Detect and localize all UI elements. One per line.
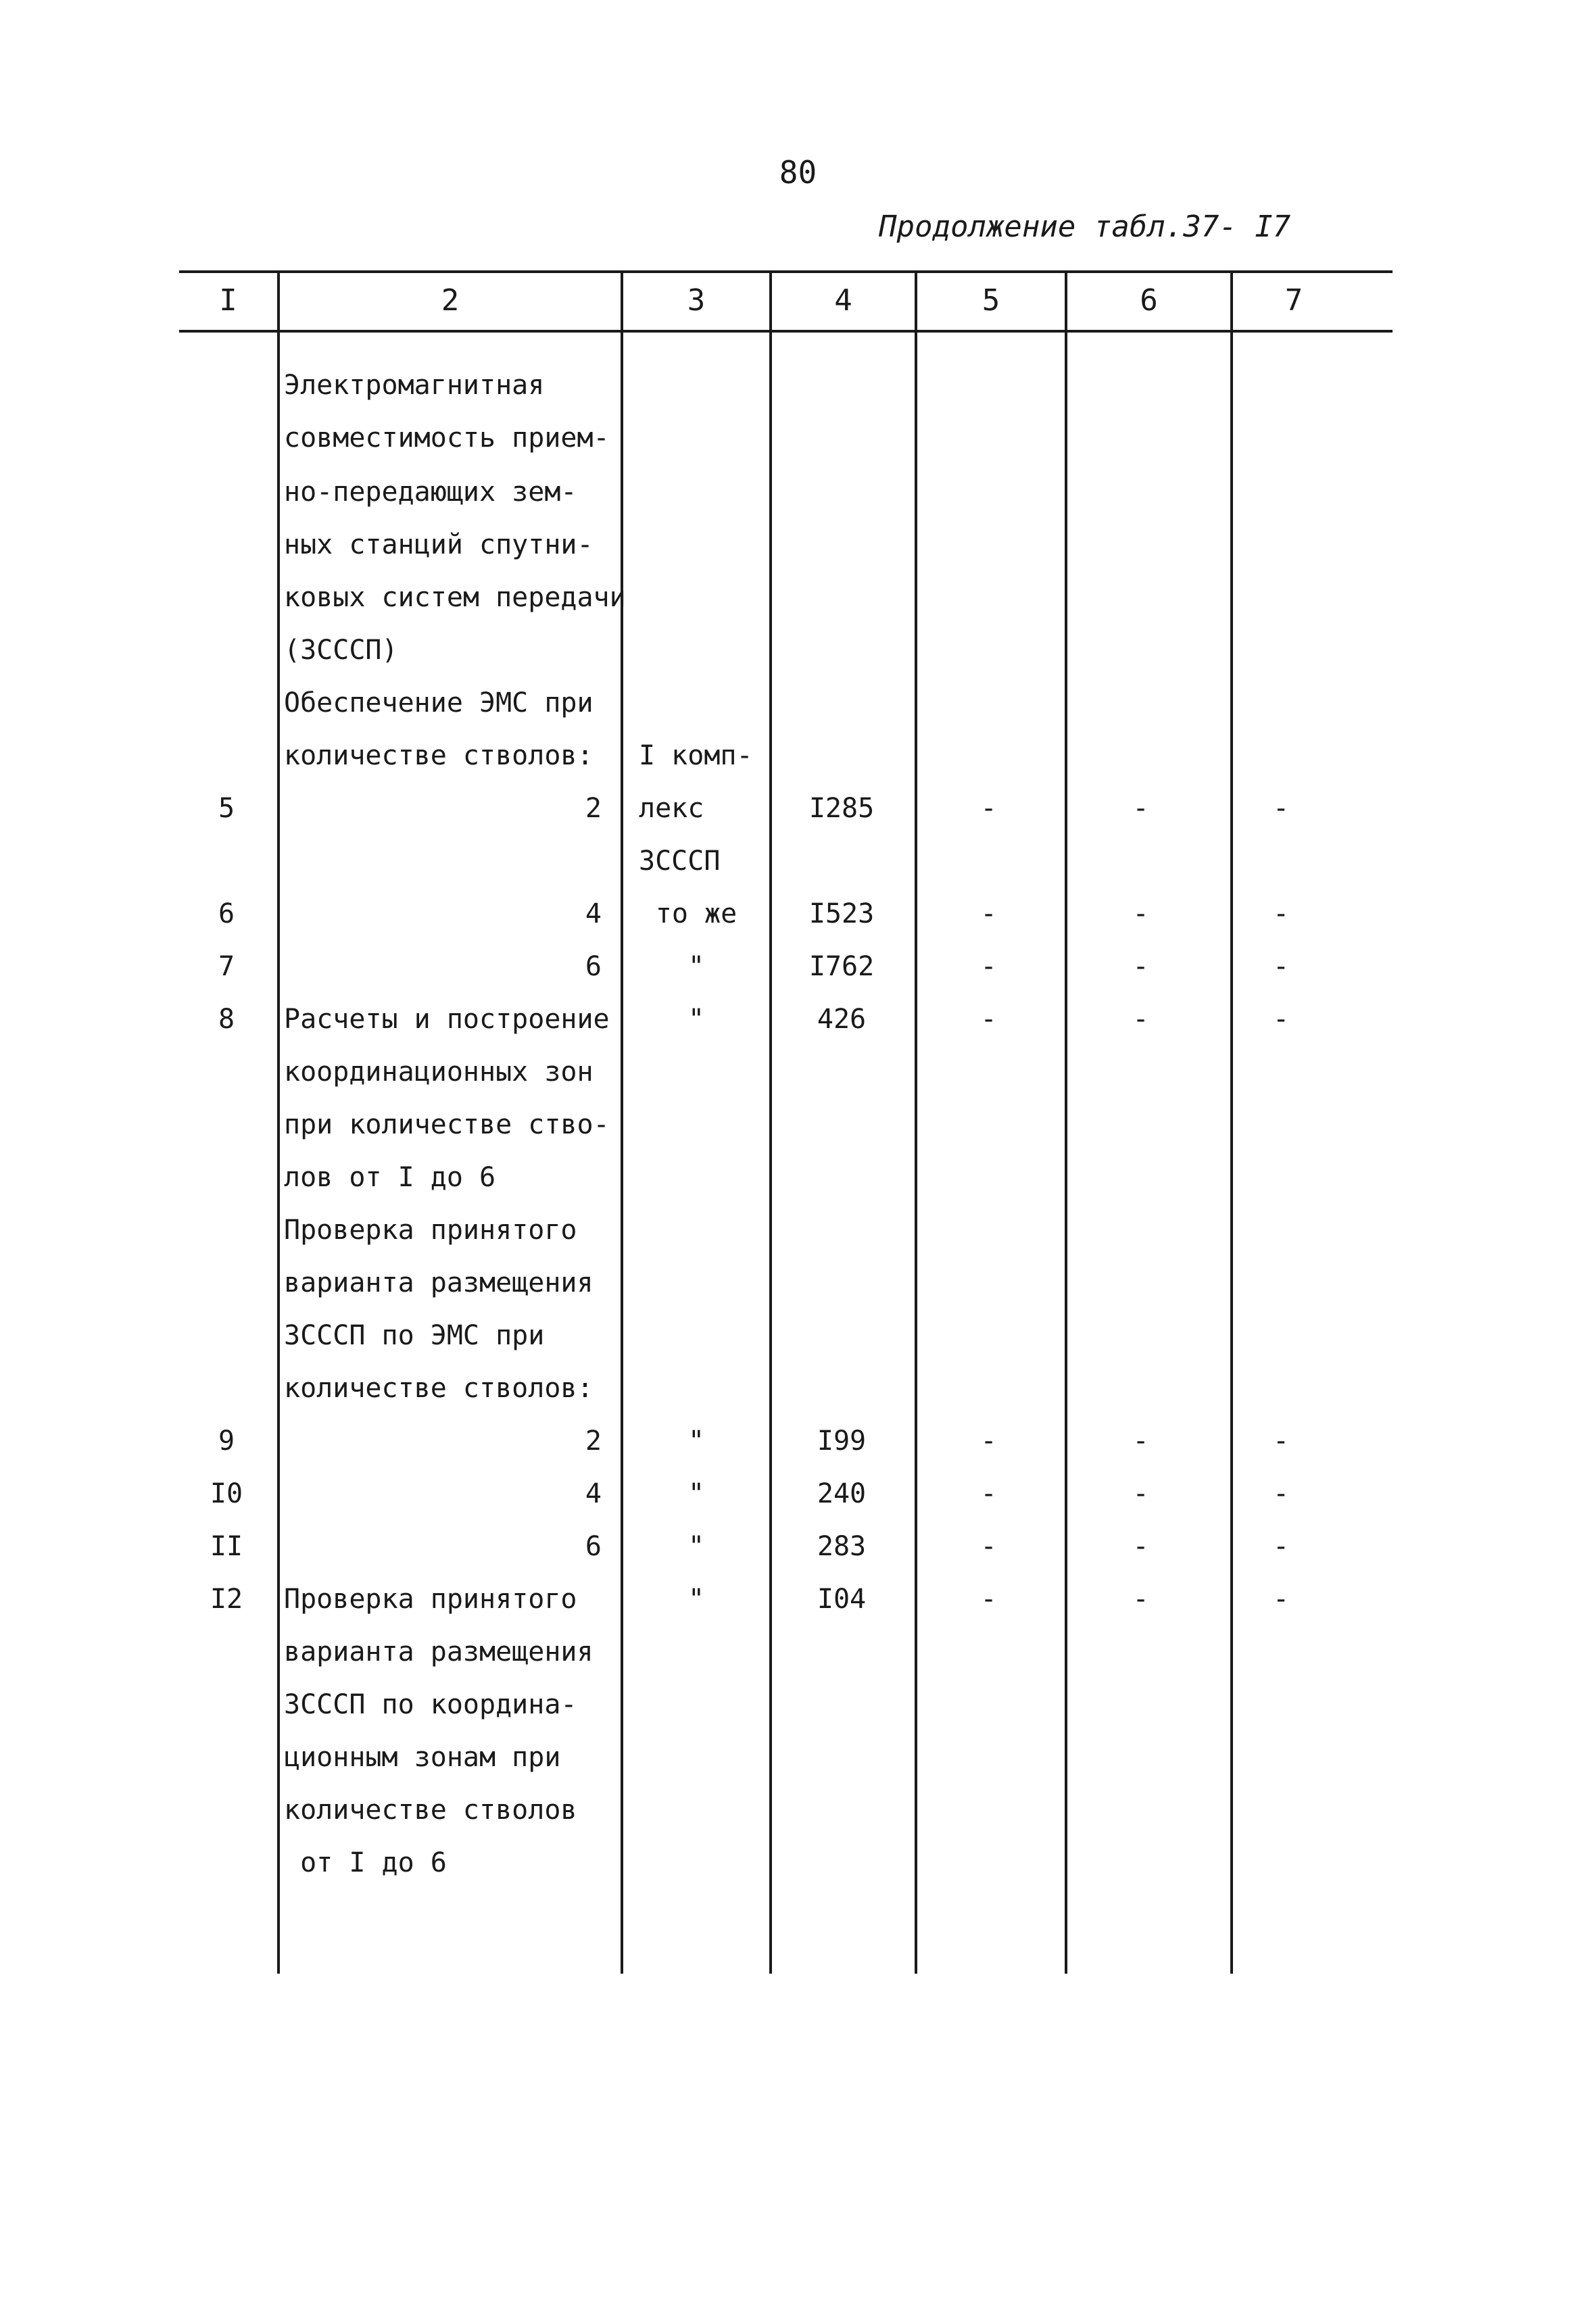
row-col3: ": [687, 1004, 705, 1035]
row-number: 6: [218, 898, 235, 929]
row-col4: 283: [817, 1531, 867, 1562]
description-line: количестве стволов: [284, 1795, 577, 1826]
row-col5: -: [980, 1425, 997, 1457]
table-header-rule: [179, 330, 1393, 333]
row-number: II: [210, 1531, 243, 1562]
col3-line: лекс: [639, 793, 704, 824]
description-line: ных станций спутни-: [284, 529, 594, 560]
description-line: Проверка принятого: [284, 1584, 577, 1615]
row-col5: -: [980, 1584, 997, 1615]
row-value: 6: [585, 951, 602, 982]
column-divider: [1065, 270, 1067, 1974]
row-col3: ": [687, 951, 705, 982]
description-line: варианта размещения: [284, 1267, 594, 1298]
description-line: ЗСССП по координа-: [284, 1689, 577, 1720]
col3-line: I комп-: [639, 740, 753, 771]
row-number: I0: [210, 1478, 243, 1509]
row-col7: -: [1272, 1478, 1290, 1509]
row-col7: -: [1272, 1425, 1290, 1457]
column-divider: [769, 270, 772, 1974]
row-number: I2: [210, 1584, 243, 1615]
row-value: 2: [585, 793, 602, 824]
description-line: ковых систем передачи: [284, 582, 626, 613]
row-col4: 426: [817, 1004, 867, 1035]
row-col7: -: [1272, 1531, 1290, 1562]
description-line: Обеспечение ЭМС при: [284, 687, 594, 718]
row-col3: ": [687, 1531, 705, 1562]
row-col3: ": [687, 1425, 705, 1457]
description-line: совместимость прием-: [284, 422, 610, 454]
description-line: ционным зонам при: [284, 1742, 561, 1773]
row-col6: -: [1132, 1584, 1149, 1615]
row-col6: -: [1132, 951, 1149, 982]
description-line: от I до 6: [284, 1847, 447, 1878]
row-col5: -: [980, 951, 997, 982]
row-value: 6: [585, 1531, 602, 1562]
row-col3: ": [687, 1584, 705, 1615]
row-col4: I523: [808, 898, 875, 929]
row-col4: 240: [817, 1478, 867, 1509]
row-col7: -: [1272, 1004, 1290, 1035]
row-col7: -: [1272, 1584, 1290, 1615]
column-divider: [1230, 270, 1233, 1974]
row-col5: -: [980, 1478, 997, 1509]
row-col5: -: [980, 1531, 997, 1562]
row-col5: -: [980, 898, 997, 929]
row-col7: -: [1272, 951, 1290, 982]
row-col4: I285: [808, 793, 875, 824]
description-line: Проверка принятого: [284, 1215, 577, 1246]
column-divider: [915, 270, 917, 1974]
row-number: 8: [218, 1004, 235, 1035]
page-number: 80: [779, 154, 817, 191]
column-header: 5: [982, 283, 1000, 318]
row-col7: -: [1272, 898, 1290, 929]
row-number: 5: [218, 793, 235, 824]
description-line: при количестве ство-: [284, 1109, 610, 1140]
description-line: координационных зон: [284, 1056, 594, 1088]
description-line: лов от I до 6: [284, 1162, 496, 1193]
row-number: 9: [218, 1425, 235, 1457]
column-header: 3: [687, 283, 706, 318]
row-col4: I04: [817, 1584, 867, 1615]
row-col6: -: [1132, 1425, 1149, 1457]
row-number: 7: [218, 951, 235, 982]
column-header: 2: [441, 283, 460, 318]
row-value: 4: [585, 898, 602, 929]
description-line: количестве стволов:: [284, 1373, 594, 1404]
col3-line: ЗСССП: [639, 846, 721, 877]
row-col3: то же: [655, 898, 737, 929]
description-line: Расчеты и построение: [284, 1004, 610, 1035]
row-col7: -: [1272, 793, 1290, 824]
column-header: I: [219, 283, 237, 318]
row-value: 2: [585, 1425, 602, 1457]
description-line: количестве стволов:: [284, 740, 594, 771]
row-col4: I99: [817, 1425, 867, 1457]
row-col6: -: [1132, 898, 1149, 929]
row-col6: -: [1132, 1478, 1149, 1509]
description-line: варианта размещения: [284, 1636, 594, 1667]
column-divider: [277, 270, 280, 1974]
row-col6: -: [1132, 793, 1149, 824]
column-header: 7: [1284, 283, 1303, 318]
table-top-rule: [179, 270, 1393, 273]
row-col4: I762: [808, 951, 875, 982]
column-header: 6: [1140, 283, 1158, 318]
table-continuation-caption: Продолжение табл.37- I7: [879, 210, 1291, 244]
description-line: Электромагнитная: [284, 370, 545, 401]
row-col3: ": [687, 1478, 705, 1509]
description-line: (ЗСССП): [284, 635, 398, 666]
row-col5: -: [980, 1004, 997, 1035]
description-line: но-передающих зем-: [284, 477, 577, 508]
row-col6: -: [1132, 1004, 1149, 1035]
description-line: ЗСССП по ЭМС при: [284, 1320, 545, 1351]
row-value: 4: [585, 1478, 602, 1509]
row-col6: -: [1132, 1531, 1149, 1562]
column-header: 4: [834, 283, 852, 318]
row-col5: -: [980, 793, 997, 824]
